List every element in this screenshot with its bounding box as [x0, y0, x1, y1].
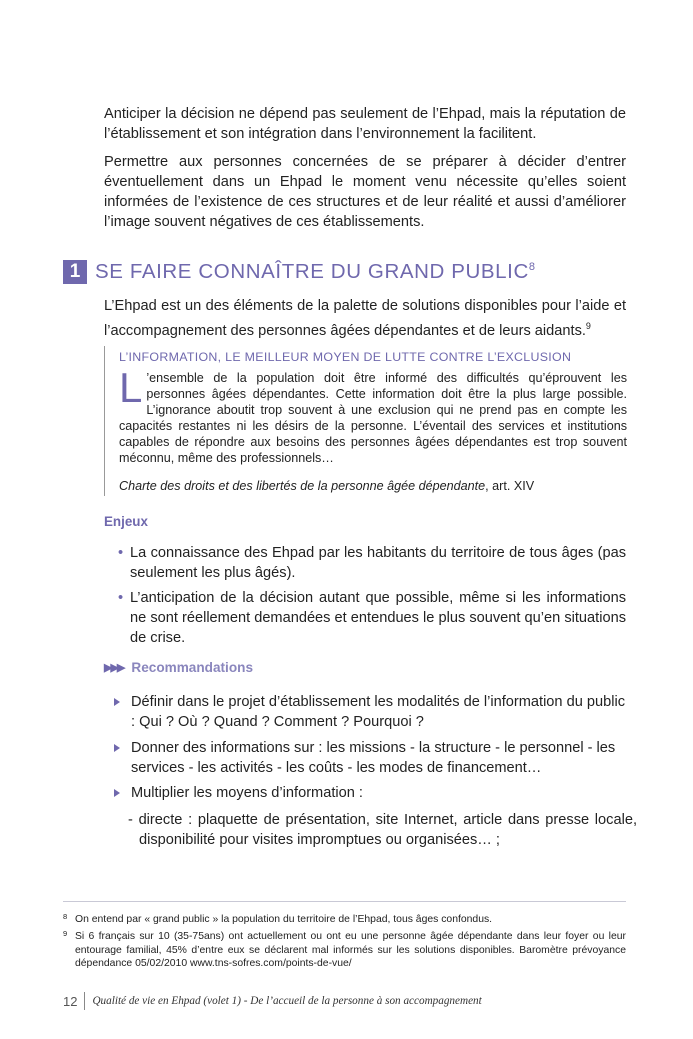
recommandation-text: Multiplier les moyens d’information : [131, 785, 363, 801]
quote-source-ref: , art. XIV [485, 479, 535, 493]
recommandation-text: Définir dans le projet d’établissement les modalités de l’information du public : Qui ? Où ? Quand ? Comment ? Pourquoi ? [131, 694, 626, 730]
enjeux-item-1 [118, 543, 626, 583]
footnote-number: 9 [63, 929, 68, 938]
recommandation-item-3 [114, 783, 626, 803]
triangle-bullet-icon [114, 789, 120, 797]
section-lead-text: L’Ehpad est un des éléments de la palette de solutions disponibles pour l’aide et l’accompagnement des personnes âgées dépendantes et de leurs aidants. [104, 298, 626, 339]
recommandations-label: Recommandations [131, 660, 254, 675]
footnote-text: Si 6 français sur 10 (35-75ans) ont actuellement ou ont eu une personne âgée dépendante dans leur foyer ou leur entourage familial, 45% d’entre eux se déclarent mal informés sur les solutions disponibles. Baromètre prévoyance dépendance 05/02/2010 www.tns-sofres.com/points-de-vue/ [75, 931, 626, 969]
quote-source [119, 479, 534, 493]
footnote-8 [63, 913, 626, 927]
footnote-number: 8 [63, 912, 68, 921]
charter-quote [104, 346, 627, 496]
page-footer [63, 992, 482, 1010]
enjeux-heading: Enjeux [104, 514, 148, 529]
section-title-text: SE FAIRE CONNAÎTRE DU GRAND PUBLIC [95, 260, 529, 283]
bullet-icon: • [118, 545, 124, 561]
section-heading [63, 259, 535, 285]
recommandations-heading [104, 660, 253, 675]
running-title: Qualité de vie en Ehpad (volet 1) - De l’accueil de la personne à son accompagnement [92, 995, 482, 1007]
bullet-icon: • [118, 590, 124, 606]
footer-divider [84, 992, 85, 1010]
enjeux-item-text: L’anticipation de la décision autant que possible, même si les informations ne sont réellement demandées et entendues le plus souvent qu’en situations de crise. [130, 590, 626, 646]
triple-arrow-icon: ▶▶▶ [104, 662, 124, 674]
section-lead [104, 296, 626, 341]
page-number: 12 [63, 993, 78, 1009]
recommandation-item-2 [114, 738, 626, 778]
footnote-divider [63, 901, 626, 902]
section-number: 1 [63, 260, 87, 284]
intro-paragraph-2: Permettre aux personnes concernées de se préparer à décider d’entrer éventuellement dans un Ehpad le moment venu nécessite qu’elles soient informées de l’existence de ces structures et de leur réalité et aussi d’améliorer l’image souvent négatives de ces établissements. [104, 154, 626, 230]
triangle-bullet-icon [114, 698, 120, 706]
quote-title: L’INFORMATION, LE MEILLEUR MOYEN DE LUTTE CONTRE L’EXCLUSION [119, 350, 572, 364]
intro-paragraph-1: Anticiper la décision ne dépend pas seulement de l’Ehpad, mais la réputation de l’établissement et son intégration dans l’environnement la facilitent. [104, 106, 626, 142]
enjeux-item-text: La connaissance des Ehpad par les habitants du territoire de tous âges (pas seulement les plus âgés). [130, 545, 626, 581]
quote-dropcap: L [119, 364, 143, 411]
enjeux-item-2 [118, 588, 626, 648]
recommandation-subitem-1: - directe : plaquette de présentation, site Internet, article dans presse locale, disponibilité pour visites impromptues ou organisées… ; [128, 812, 637, 848]
footnote-text: On entend par « grand public » la population du territoire de l’Ehpad, tous âges confondus. [75, 914, 493, 925]
recommandation-text: Donner des informations sur : les missions - la structure - le personnel - les services - les activités - les coûts - les modes de financement… [131, 740, 616, 776]
footnote-ref-8[interactable]: 8 [528, 261, 536, 274]
footnote-9 [63, 930, 626, 971]
quote-body [119, 364, 627, 466]
quote-text: ’ensemble de la population doit être informé des difficultés qu’éprouvent les personnes âgées dépendantes. Cette information doit être la plus large possible. L’ignorance aboutit trop souvent à une exclusion qui ne prend pas en compte les capacités restantes ni les désirs de la personne. L’éventail des services et institutions capables de répondre aux besoins des personnes âgées dépendantes est trop souvent méconnu, même des professionnels… [119, 371, 627, 465]
footnote-ref-9[interactable]: 9 [585, 321, 591, 331]
section-title [95, 260, 535, 284]
quote-source-title: Charte des droits et des libertés de la personne âgée dépendante [119, 479, 486, 493]
triangle-bullet-icon [114, 744, 120, 752]
recommandation-item-1 [114, 692, 626, 732]
